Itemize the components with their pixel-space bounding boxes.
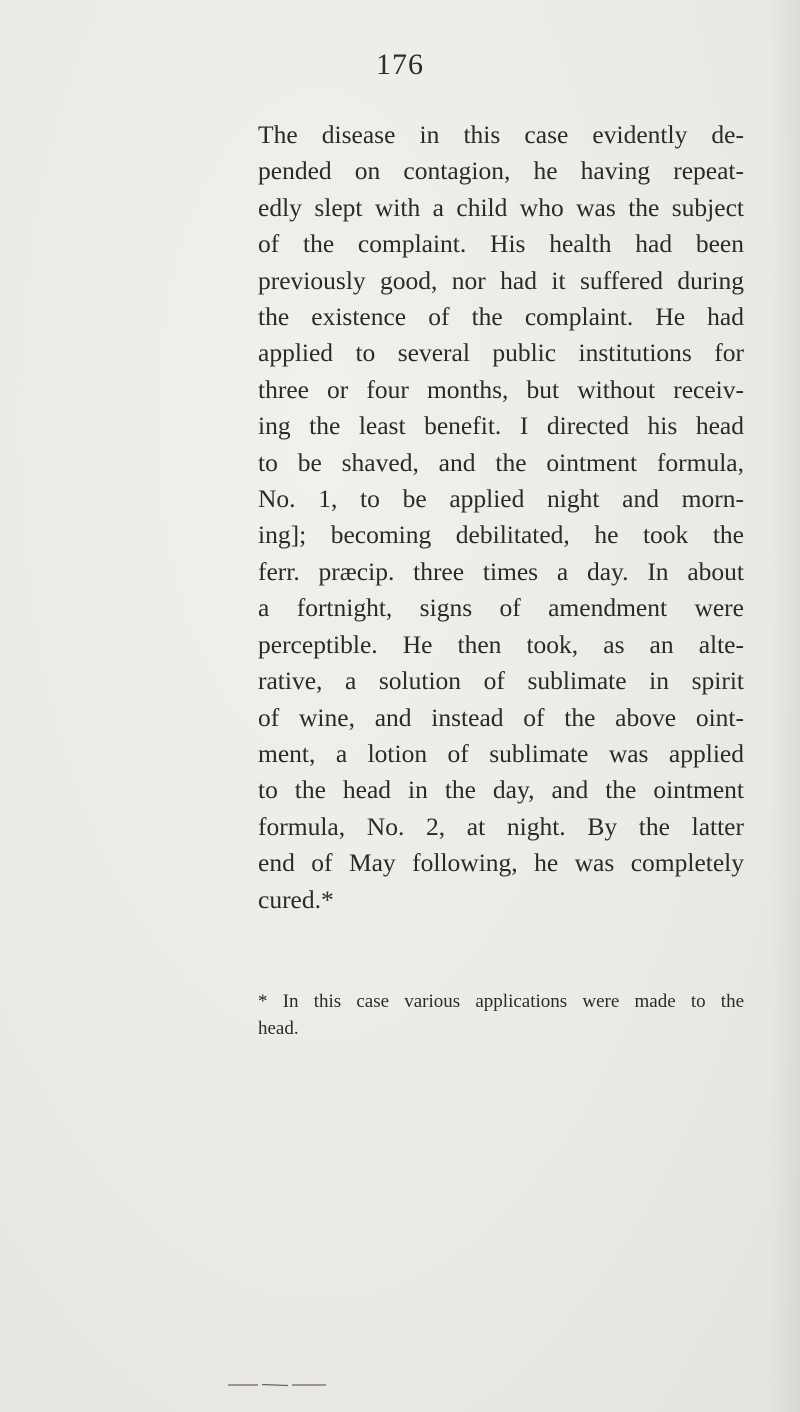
text-line: ferr. præcip. three times a day. In about	[258, 556, 744, 586]
text-line: ing]; becoming debilitated, he took the	[258, 520, 744, 550]
text-line: of the complaint. His health had been	[258, 229, 744, 259]
text-line: end of May following, he was completely	[258, 848, 744, 878]
text-line: formula, No. 2, at night. By the latter	[258, 811, 744, 841]
body-paragraph	[258, 117, 744, 918]
text-line: rative, a solution of sublimate in spirit	[258, 666, 744, 696]
text-line: perceptible. He then took, as an alte-	[258, 629, 744, 659]
text-line: cured.*	[258, 884, 334, 914]
text-line: a fortnight, signs of amendment were	[258, 593, 744, 623]
text-line: to the head in the day, and the ointment	[258, 775, 744, 805]
page-number: 176	[376, 48, 424, 81]
text-line: No. 1, to be applied night and morn-	[258, 484, 744, 514]
text-line: three or four months, but without receiv-	[258, 374, 744, 404]
text-line: The disease in this case evidently de-	[258, 120, 744, 149]
footnote-line: * In this case various applications were made to the	[258, 991, 744, 1012]
text-line: applied to several public institutions for	[258, 338, 744, 368]
footnote	[258, 988, 744, 1042]
footnote-line: head.	[258, 1018, 299, 1039]
text-line: to be shaved, and the ointment formula,	[258, 447, 744, 477]
text-line: of wine, and instead of the above oint-	[258, 702, 744, 732]
ink-smudge-mark	[228, 1383, 326, 1387]
text-line: ing the least benefit. I directed his head	[258, 411, 744, 441]
text-line: pended on contagion, he having repeat-	[258, 156, 744, 186]
text-line: the existence of the complaint. He had	[258, 302, 744, 332]
text-line: ment, a lotion of sublimate was applied	[258, 738, 744, 768]
page-edge-shadow	[770, 0, 800, 1412]
text-line: edly slept with a child who was the subject	[258, 192, 744, 222]
text-line: previously good, nor had it suffered during	[258, 265, 744, 295]
